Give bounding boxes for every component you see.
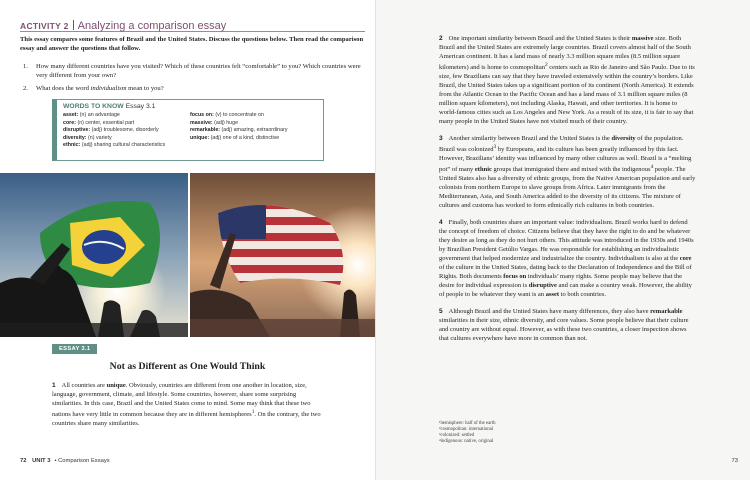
question-text-start: What does the word [36,85,91,92]
vocab-entry [190,112,317,120]
paragraph-text: by Europeans, and its culture has been greatly influenced by this fact. However, Brazilians’ identity was influenced by many other cultures as well. Brazil is a “melting pot” of many [439,146,692,174]
paragraph-text: All countries are [61,382,107,389]
vocab-column-2 [190,112,317,150]
vocab-definition: (v) to concentrate on [215,112,264,118]
left-page-footer [20,458,110,464]
paragraph-text: centers such as Rio de Janeiro and São Paulo. Due to its size, few Brazilians can say that they have traveled extensively within the country’s borders. Like Brazil, the United States takes up a significant portion of its continent (North America). It extends from the Atlantic Ocean to the Pacific Ocean and has a land mass of 3.1 million square miles (8 million square kilometers), not including Alaska, Hawaii, and other territories. It is home to world-famous cities such as Los Angeles and New York. As a result of its size, it is fair to say that many people in the United States have not visited much of their country. [439,64,695,126]
activity-header [20,16,365,32]
activity-intro: This essay compares some features of Brazil and the United States. Discuss the questions below. Then read the comparison essay and answer the questions that follow. [20,36,364,52]
question-2 [20,84,365,93]
question-number: 2. [23,85,28,92]
activity-label: ACTIVITY 2 [20,21,69,31]
question-text [36,84,164,93]
vocab-definition: (n) variety [88,134,112,141]
vocab-highlight: disruptive [528,282,557,290]
paragraph-text: individuals’ many rights. Some people may believe that the desire for individual expression is [439,273,683,290]
words-to-know-box [52,99,324,161]
paragraph-text: of the culture in the United States, dating back to the Declaration of Independence and the Bill of Rights. Both documents [439,264,692,281]
footnote-ref: 4 [650,164,654,171]
essay-paragraph-5 [439,307,696,343]
vocab-entry [190,127,317,135]
paragraph-text: similarities in their size, ethnic diversity, and core values. Some people believe that their culture and country are without equal. However, as with these two countries, a closer inspection shows that cultures everywhere have more in common than not. [439,317,689,343]
essay-title: Not as Different as One Would Think [109,361,266,372]
words-to-know-heading: WORDS TO KNOW [63,103,124,110]
vocab-word: focus on: [190,112,214,118]
right-page [375,0,750,480]
vocab-entry [63,127,190,135]
vocab-definition: (adj) sharing cultural characteristics [81,142,166,148]
activity-title: Analyzing a comparison essay [77,20,227,32]
vocab-highlight: diversity [611,135,636,143]
paragraph-text: size. Both Brazil and the United States are extremely large countries. Brazil covers almost half of the South American continent. It has a land mass of nearly 3.3 million square miles (8.5 million square kilometers) and is home to cosmopolitan [439,35,691,72]
paragraph-number: 5 [439,308,443,316]
footnotes [439,421,696,445]
vocab-definition: (adj) troublesome, disorderly [91,127,159,133]
vocab-entry [190,135,317,143]
footnote: ³colonized: settled [439,433,475,438]
footnote: ⁴indigenous: native, original [439,439,494,444]
vocab-highlight: massive [631,35,654,42]
brazil-flag-photo [0,173,188,337]
question-number: 1. [23,63,28,70]
essay-paragraph-1 [52,381,324,428]
vocab-entry [63,120,190,128]
footnote-ref: 3 [493,144,497,151]
vocab-word: core: [63,119,76,126]
question-list [20,62,365,97]
paragraph-text: One important similarity between Brazil and the United States is their [448,35,632,42]
question-text-end: mean to you? [126,85,164,92]
essay-paragraph-3 [439,134,696,210]
footnote: ²cosmopolitan: international [439,427,494,432]
vocab-definition: (adj) huge [214,119,239,126]
vocab-entry [63,135,190,143]
vocab-highlight: ethnic [474,166,492,174]
paragraph-text: Finally, both countries share an important value: individualism. Brazil works hard to defend the concept of freedom of choice. Citizens believe that they have the right to do and be whatever they desire as long as they do not hurt others. This attitude was introduced in the 1930s and 1940s by Brazilian President Getúlio Vargas. He was responsible for establishing an individualistic government that helped modernize and industrialize the country. Individualism is also at the [439,219,694,263]
question-1 [20,62,365,80]
unit-label: UNIT 3 [32,458,51,464]
question-italic-term: individualism [90,85,127,92]
vocab-entry [63,112,190,120]
paragraph-number: 4 [439,219,443,227]
essay-paragraph-4 [439,218,696,299]
paragraph-text: Another similarity between Brazil and the United States is the [448,135,612,143]
vocab-highlight: core [679,255,692,263]
words-to-know-title [63,103,317,110]
footnote-ref: 1 [251,409,255,415]
footnote-ref: 2 [544,62,548,68]
essay-paragraph-2 [439,34,696,126]
vocab-highlight: asset [545,291,560,299]
section-label: • Comparison Essays [54,458,110,464]
vocab-entry [190,120,317,128]
vocab-highlight: focus on [503,273,527,281]
paragraph-text: people. The United States also has a diversity of ethnic groups, from the Native American population and early colonists from northern Europe to slave groups from Africa. Later immigrants from the Mediterranean, Asia, and South America added to the diversity of its citizens. The mixture of cultures and customs has worked to form ethnically rich cultures in both countries. [439,166,696,210]
vocab-word: massive: [190,119,213,126]
paragraph-text: . Obviously, countries are different from one another in location, size, language, government, climate, and lifestyle. Some countries, however, share some surprising similarities. In this case, Brazil and the United States come to mind. Some may think that these two nations have very little in common because they are in different hemispheres [52,382,311,419]
paragraph-text: groups that immigrated there and mixed with the indigenous [491,166,651,174]
words-to-know-essay-ref: Essay 3.1 [125,103,156,110]
vocab-definition: (n) center, essential part [77,119,135,126]
vocab-entry [63,142,190,150]
paragraph-number: 1 [52,382,56,389]
paragraph-text: . On the contrary, the two countries share many similarities. [52,411,321,428]
vocab-word: asset: [63,112,79,118]
vocab-definition: (n) an advantage [79,112,120,118]
page-number: 72 [20,458,27,464]
right-page-number: 73 [731,458,738,464]
us-flag-photo [190,173,375,337]
vocab-highlight: unique [106,382,126,389]
paragraph-text: and can make a country weak. However, the ability of people to be whatever they want is an [439,282,692,299]
vocab-word: diversity: [63,134,87,141]
vocab-word: disruptive: [63,127,91,133]
paragraph-number: 3 [439,135,443,143]
vocab-highlight: remarkable [650,308,683,316]
vocab-definition: (adj) amazing, extraordinary [221,127,288,133]
paragraph-text: to both countries. [559,291,606,299]
paragraph-number: 2 [439,35,443,42]
paragraph-text: of the population. Brazil was colonized [439,135,684,154]
vocab-column-1 [63,112,190,150]
paragraph-text: Although Brazil and the United States have many differences, they also have [448,308,651,316]
vocab-word: ethnic: [63,142,81,148]
essay-body-right [439,34,696,351]
question-text: How many different countries have you visited? Which of these countries felt “comfortable” to you? Which countries were very different from your own? [36,63,361,79]
header-divider [73,20,74,30]
footnote: ¹hemisphere: half of the earth [439,421,496,426]
vocab-word: remarkable: [190,127,221,133]
vocab-definition: (adj) one of a kind, distinctive [210,134,280,141]
vocab-word: unique: [190,134,210,141]
essay-tag: ESSAY 3.1 [52,344,97,354]
